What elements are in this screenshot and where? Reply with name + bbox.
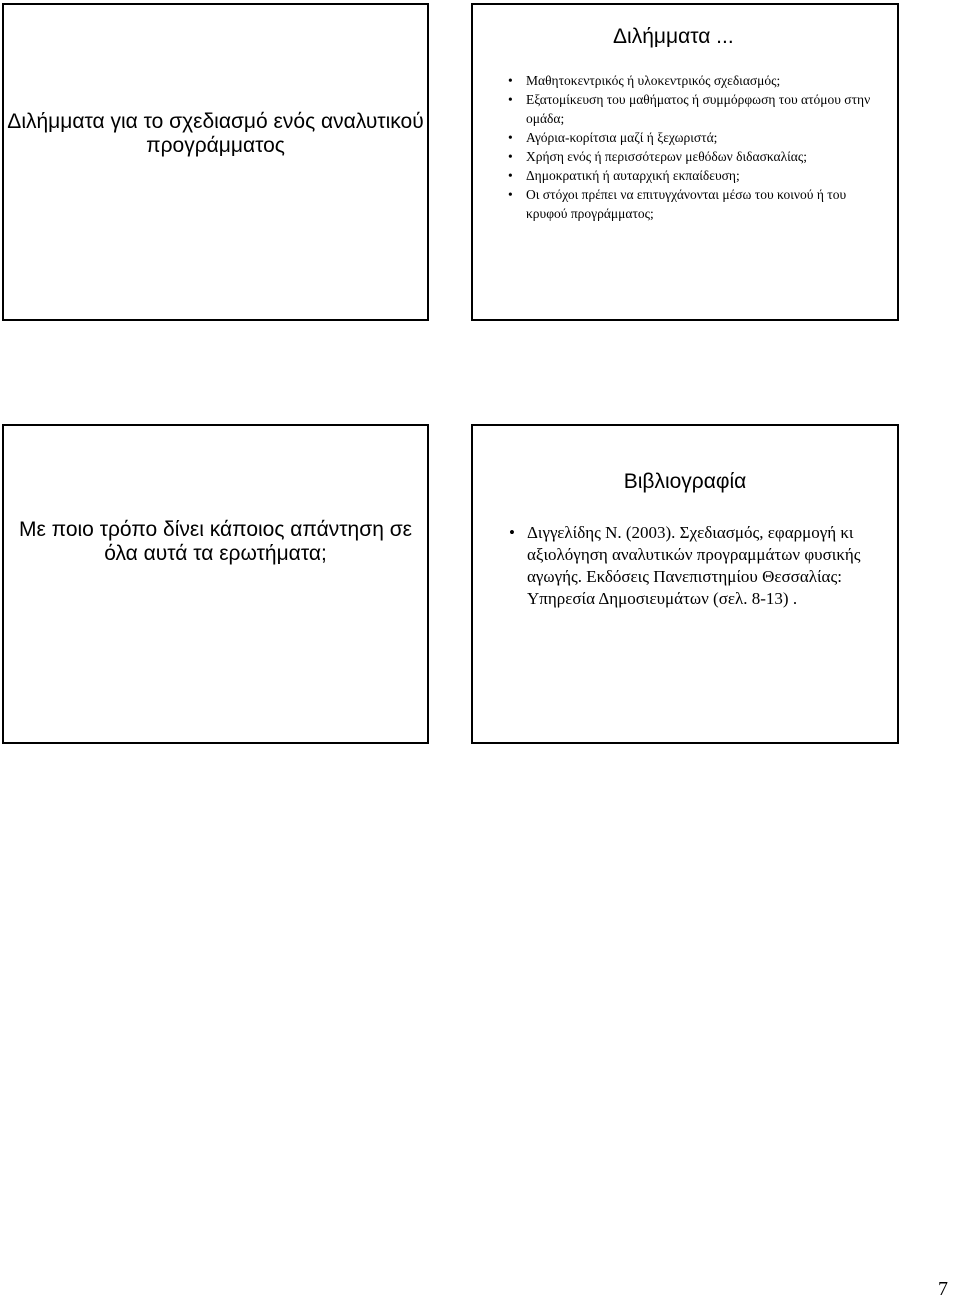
list-item <box>506 185 886 223</box>
bullet-text: Αγόρια-κορίτσια μαζί ή ξεχωριστά; <box>526 130 718 145</box>
slide-4-bullet-list <box>509 522 889 610</box>
slide-2 <box>471 3 899 321</box>
slide-2-title: Διλήμματα ... <box>613 25 734 48</box>
list-item <box>506 147 886 166</box>
slide-3-title: Με ποιο τρόπο δίνει κάποιος απάντηση σε όλα αυτά τα ερωτήματα; <box>18 518 413 565</box>
list-item <box>506 90 886 128</box>
page-number: 7 <box>938 1278 948 1300</box>
bullet-text: Δημοκρατική ή αυταρχική εκπαίδευση; <box>526 168 740 183</box>
bullet-text: Χρήση ενός ή περισσότερων μεθόδων διδασκαλίας; <box>526 149 807 164</box>
slide-3 <box>2 424 429 744</box>
bullet-text: Μαθητοκεντρικός ή υλοκεντρικός σχεδιασμός; <box>526 73 781 88</box>
bullet-text: Διγγελίδης Ν. (2003). Σχεδιασμός, εφαρμογή κι αξιολόγηση αναλυτικών προγραμμάτων φυσικής αγωγής. Εκδόσεις Πανεπιστημίου Θεσσαλίας: Υπηρεσία Δημοσιευμάτων (σελ. 8-13) . <box>527 523 861 608</box>
slide-1 <box>2 3 429 321</box>
bullet-icon: • <box>508 187 513 202</box>
bullet-text: Εξατομίκευση του μαθήματος ή συμμόρφωση του ατόμου στην ομάδα; <box>526 92 871 126</box>
list-item <box>509 522 889 610</box>
bullet-icon: • <box>508 73 513 88</box>
bullet-text: Οι στόχοι πρέπει να επιτυγχάνονται μέσω του κοινού ή του κρυφού προγράμματος; <box>526 187 847 221</box>
bullet-icon: • <box>508 168 513 183</box>
bullet-icon: • <box>508 92 513 107</box>
slide-1-title: Διλήμματα για το σχεδιασμό ενός αναλυτικού προγράμματος <box>7 110 424 157</box>
slide-4 <box>471 424 899 744</box>
bullet-icon: • <box>508 130 513 145</box>
bullet-icon: • <box>509 523 515 542</box>
bullet-icon: • <box>508 149 513 164</box>
list-item <box>506 166 886 185</box>
list-item <box>506 71 886 90</box>
list-item <box>506 128 886 147</box>
slide-4-title: Βιβλιογραφία <box>623 470 747 493</box>
slide-2-bullet-list <box>506 71 886 223</box>
